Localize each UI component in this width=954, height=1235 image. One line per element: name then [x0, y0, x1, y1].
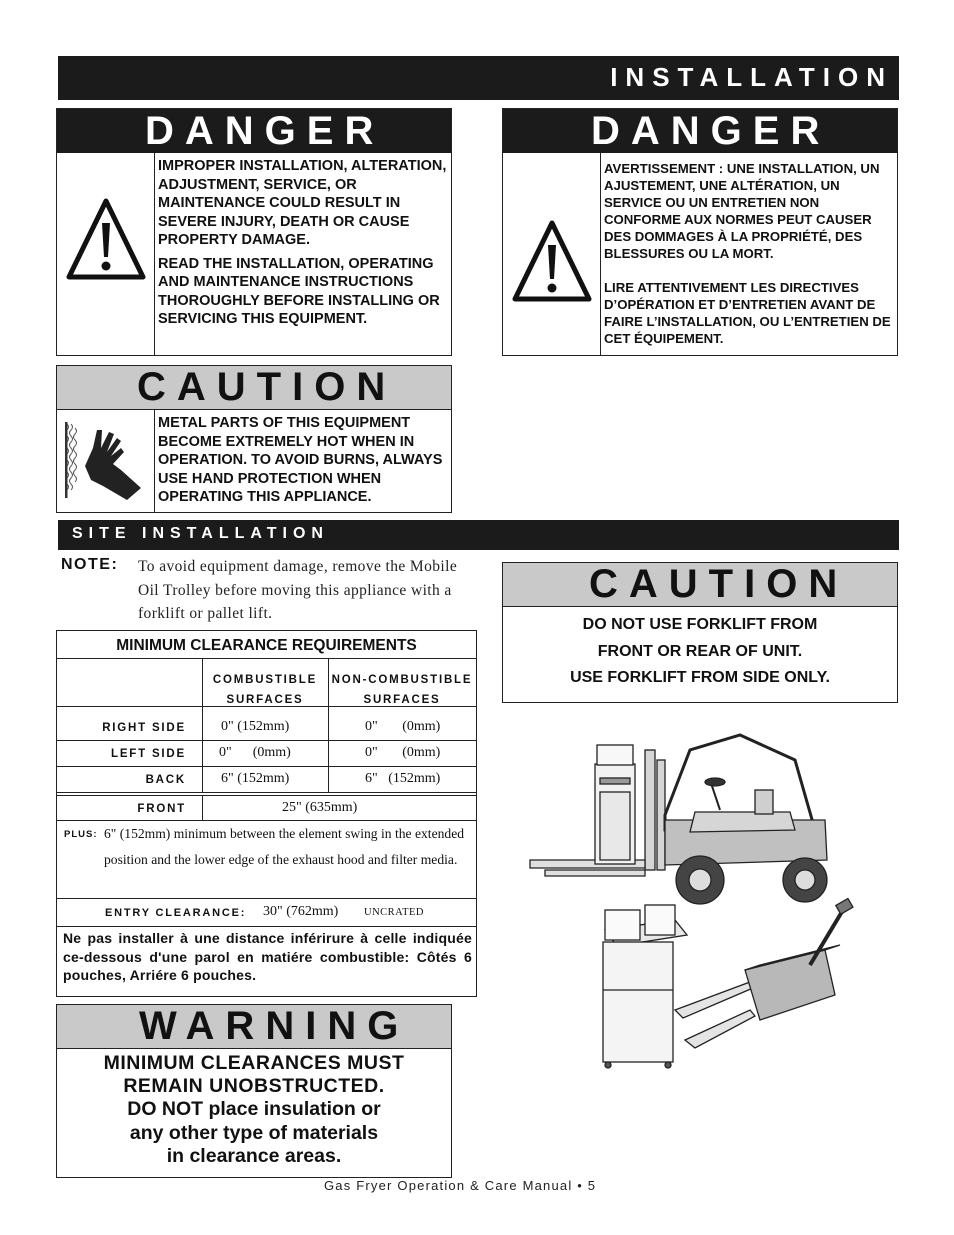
danger-french-paragraph-2: LIRE ATTENTIVEMENT LES DIRECTIVES D’OPÉRATION ET D’ENTRETIEN AVANT DE FAIRE L’INSTALLATION, OU L’ENTRETIEN DE CET ÉQUIPEMENT.: [604, 280, 891, 346]
forklift-caution-line-1: DO NOT USE FORKLIFT FROM: [582, 616, 818, 633]
section-header-bar: [58, 56, 899, 100]
front-label: FRONT: [137, 803, 186, 815]
caution-box-forklift: [502, 562, 898, 703]
site-installation-title: SITE INSTALLATION: [72, 525, 329, 542]
danger-title: DANGER: [57, 109, 451, 153]
warning-line-4: any other type of materials: [129, 1121, 379, 1144]
forklift-caution-title: CAUTION: [503, 563, 897, 607]
warning-line-1: MINIMUM CLEARANCES MUST: [103, 1052, 405, 1074]
warning-line-3: DO NOT place insulation or: [127, 1098, 381, 1120]
row-combustible-value: 0" (152mm): [221, 719, 290, 734]
forklift-caution-line-2: FRONT OR REAR OF UNIT.: [597, 642, 803, 660]
caution-title: CAUTION: [57, 366, 451, 410]
caution-box-hot-parts: [56, 365, 452, 513]
warning-box: [56, 1004, 452, 1178]
page-footer: Gas Fryer Operation & Care Manual • 5: [324, 1178, 597, 1193]
column-header-combustible-surfaces: SURFACES: [226, 694, 304, 706]
row-noncombustible-value: 0" (0mm): [365, 745, 441, 760]
hot-surface-hand-icon: [63, 418, 149, 504]
plus-text: 6" (152mm) minimum between the element swing in the extended position and the lower edge of the exhaust hood and filter media.: [104, 826, 465, 867]
danger-paragraph-1: IMPROPER INSTALLATION, ALTERATION, ADJUSTMENT, SERVICE, OR MAINTENANCE COULD RESULT IN SEVERE INJURY, DEATH OR CAUSE PROPERTY DAMAGE.: [158, 158, 447, 248]
row-label: LEFT SIDE: [111, 748, 186, 760]
danger-box-english: [56, 108, 452, 356]
note-text: To avoid equipment damage, remove the Mobile Oil Trolley before moving this appliance with a forklift or pallet lift.: [138, 558, 458, 622]
row-noncombustible-value: 6" (152mm): [365, 771, 441, 786]
row-label: BACK: [145, 774, 186, 786]
column-header-combustible: COMBUSTIBLE: [212, 674, 318, 686]
danger-title-french: DANGER: [503, 109, 897, 153]
entry-clearance-value: 30" (762mm): [263, 904, 339, 919]
warning-title: WARNING: [57, 1005, 451, 1049]
row-label: RIGHT SIDE: [102, 722, 186, 734]
row-noncombustible-value: 0" (0mm): [365, 719, 441, 734]
plus-label: PLUS:: [64, 829, 98, 840]
forklift-icon: [530, 735, 827, 904]
danger-french-paragraph-1: AVERTISSEMENT : UNE INSTALLATION, UN AJUSTEMENT, UNE ALTÉRATION, UN SERVICE OU UN ENTRETIEN NON CONFORME AUX NORMES PEUT CAUSER DES DOMMAGES À LA PROPRIÉTÉ, DES BLESSURES OU LA MORT.: [604, 161, 880, 261]
warning-line-2: REMAIN UNOBSTRUCTED.: [123, 1075, 385, 1097]
table-row: [57, 715, 476, 741]
table-row: [57, 767, 476, 793]
warning-line-5: in clearance areas.: [166, 1145, 342, 1167]
caution-hot-text: METAL PARTS OF THIS EQUIPMENT BECOME EXTREMELY HOT WHEN IN OPERATION. TO AVOID BURNS, ALWAYS USE HAND PROTECTION WHEN OPERATING THIS APPLIANCE.: [158, 415, 443, 505]
warning-triangle-icon: [65, 197, 147, 283]
row-combustible-value: 0" (0mm): [219, 745, 291, 760]
table-row: [57, 741, 476, 767]
clearance-table: [56, 630, 477, 997]
note-label: NOTE:: [61, 556, 119, 573]
row-combustible-value: 6" (152mm): [221, 771, 290, 786]
entry-clearance-unit: UNCRATED: [364, 907, 425, 918]
warning-triangle-icon: [511, 219, 593, 305]
pallet-jack-icon: [675, 899, 853, 1048]
forklift-illustration: [525, 720, 855, 1090]
fryer-icon: [603, 905, 687, 1068]
column-header-noncombustible-surfaces: SURFACES: [363, 694, 441, 706]
section-header-title: INSTALLATION: [610, 62, 893, 92]
column-header-noncombustible: NON-COMBUSTIBLE: [331, 674, 473, 686]
front-value: 25" (635mm): [282, 800, 358, 815]
forklift-caution-line-3: USE FORKLIFT FROM SIDE ONLY.: [570, 669, 830, 686]
clearance-french-note: Ne pas installer à une distance inférirure à celle indiquée ce-dessous d'une parol en matiére combustible: Côtés 6 pouches, Arriére 6 pouches.: [63, 930, 472, 983]
danger-paragraph-2: READ THE INSTALLATION, OPERATING AND MAINTENANCE INSTRUCTIONS THOROUGHLY BEFORE INSTALLING OR SERVICING THIS EQUIPMENT.: [158, 255, 440, 327]
clearance-table-title: MINIMUM CLEARANCE REQUIREMENTS: [57, 631, 476, 659]
danger-box-french: [502, 108, 898, 356]
site-installation-bar: [58, 520, 899, 550]
entry-clearance-label: ENTRY CLEARANCE:: [105, 907, 247, 919]
table-row-front: [57, 795, 476, 821]
